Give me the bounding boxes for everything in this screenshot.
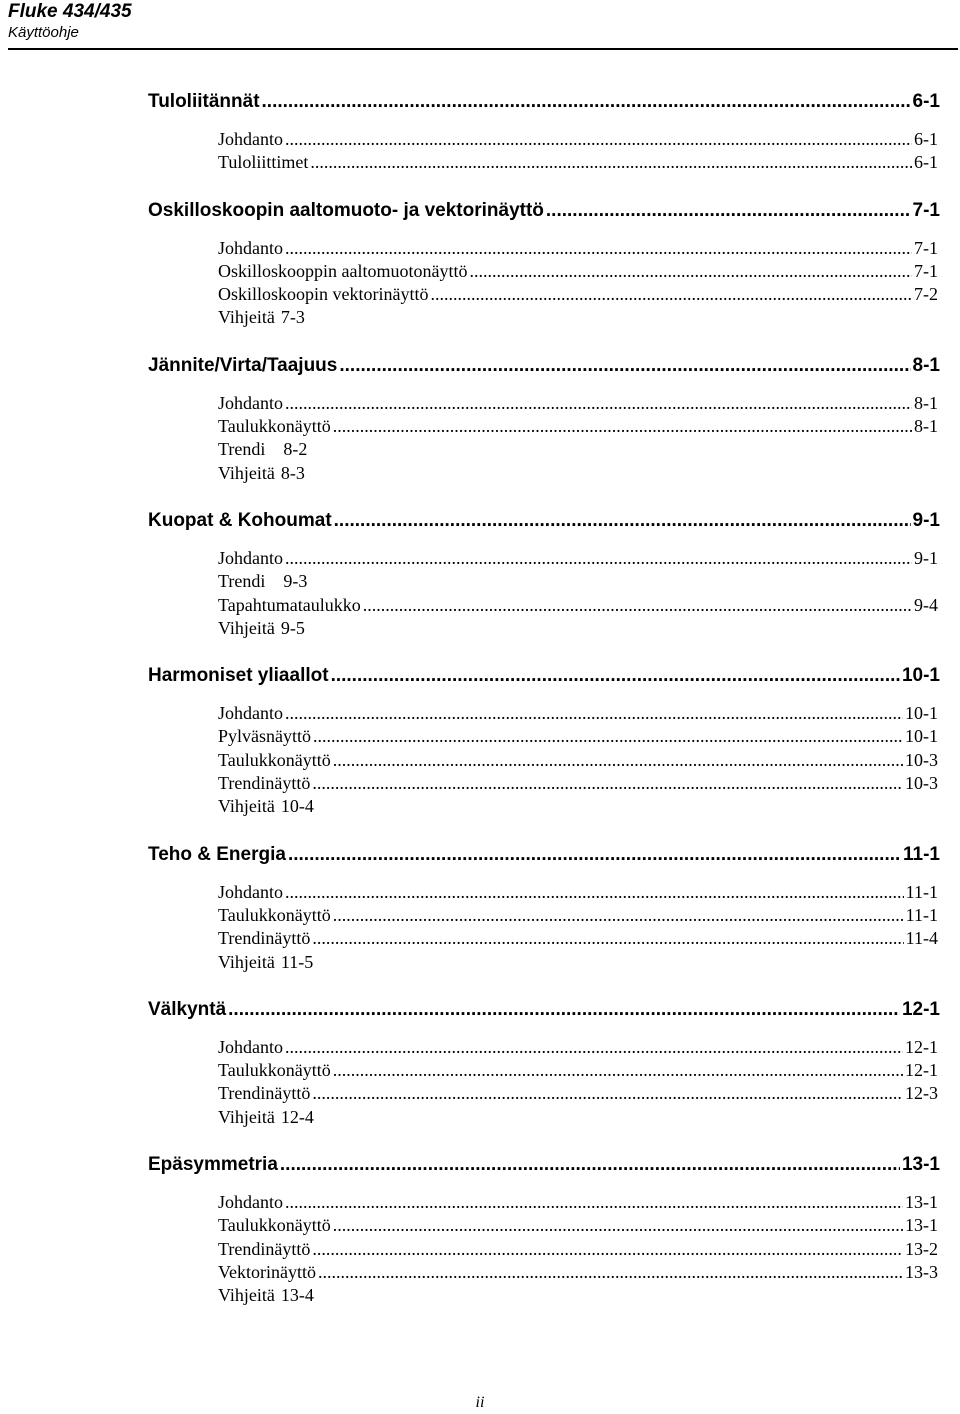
toc-entry-list — [218, 1191, 938, 1307]
entry-page-number: 13-3 — [905, 1261, 938, 1282]
entry-page-number: 6-1 — [914, 152, 938, 173]
toc-chapter-link[interactable] — [148, 90, 940, 114]
dot-leader — [228, 998, 900, 1022]
entry-title: Vihjeitä — [218, 796, 275, 817]
dot-leader — [313, 725, 903, 748]
chapter-page-number: 7-1 — [912, 199, 940, 221]
toc-entry-link[interactable] — [218, 881, 938, 904]
toc-entry-link[interactable] — [218, 1082, 938, 1105]
entry-page-number: 9-1 — [914, 547, 938, 568]
toc-entry-link[interactable] — [218, 547, 938, 570]
dot-leader — [431, 283, 913, 306]
chapter-title: Teho & Energia — [148, 843, 286, 865]
entry-title: Vihjeitä — [218, 307, 275, 328]
dot-leader — [363, 594, 912, 617]
chapter-page-number: 6-1 — [912, 91, 940, 112]
page-number: ii — [475, 1394, 485, 1411]
toc-section — [148, 664, 940, 818]
dot-leader — [333, 1214, 903, 1237]
entry-title: Taulukkonäyttö — [218, 1060, 331, 1081]
toc-chapter-link[interactable] — [148, 998, 940, 1022]
chapter-page-number: 12-1 — [901, 998, 940, 1020]
entry-page-number: 10-1 — [905, 726, 938, 747]
dot-leader — [331, 664, 900, 688]
toc-chapter-link[interactable] — [148, 1153, 940, 1177]
dot-leader — [312, 1082, 903, 1105]
dot-leader — [288, 843, 901, 867]
entry-title: Trendinäyttö — [218, 1238, 311, 1259]
chapter-title: Harmoniset yliaallot — [148, 665, 329, 687]
entry-page-number: 9-5 — [280, 617, 305, 638]
toc-entry-list — [218, 1036, 938, 1129]
toc-section — [148, 354, 940, 485]
entry-page-number: 9-3 — [283, 571, 308, 592]
entry-title: Trendinäyttö — [218, 928, 311, 949]
dot-leader — [280, 1153, 900, 1177]
dot-leader — [285, 1036, 903, 1059]
entry-title: Johdanto — [218, 547, 283, 568]
entry-title: Vektorinäyttö — [218, 1261, 316, 1282]
entry-page-number: 8-1 — [914, 416, 938, 437]
toc-entry-link[interactable] — [218, 1106, 938, 1129]
entry-title: Johdanto — [218, 703, 283, 724]
entry-title: Taulukkonäyttö — [218, 416, 331, 437]
toc-entry-link[interactable] — [218, 594, 938, 617]
dot-leader — [470, 260, 913, 283]
toc-entry-link[interactable] — [218, 128, 938, 151]
chapter-page-number: 11-1 — [903, 843, 940, 865]
entry-page-number: 8-2 — [283, 439, 308, 460]
chapter-title: Oskilloskoopin aaltomuoto- ja vektorinäyttö — [148, 199, 544, 221]
toc-section — [148, 509, 940, 640]
dot-leader — [285, 881, 904, 904]
chapter-title: Kuopat & Kohoumat — [148, 509, 332, 531]
dot-leader — [334, 509, 911, 533]
toc-section — [148, 1153, 940, 1307]
entry-page-number: 6-1 — [914, 129, 938, 149]
entry-page-number: 10-3 — [905, 773, 938, 794]
entry-title: Johdanto — [218, 129, 283, 149]
entry-page-number: 13-2 — [905, 1238, 938, 1259]
table-of-contents — [148, 90, 940, 1332]
toc-entry-list — [218, 128, 938, 175]
entry-page-number: 12-3 — [905, 1083, 938, 1104]
toc-entry-link[interactable] — [218, 260, 938, 283]
dot-leader — [285, 547, 912, 570]
entry-page-number: 13-1 — [905, 1215, 938, 1236]
toc-entry-link[interactable] — [218, 1214, 938, 1237]
entry-page-number: 11-1 — [905, 881, 938, 902]
entry-title: Vihjeitä — [218, 951, 275, 972]
chapter-title: Jännite/Virta/Taajuus — [148, 354, 338, 376]
toc-section — [148, 843, 940, 974]
toc-entry-link[interactable] — [218, 795, 938, 818]
toc-chapter-link[interactable] — [148, 354, 940, 378]
toc-entry-link[interactable] — [218, 772, 938, 795]
entry-page-number: 7-3 — [280, 307, 305, 328]
entry-title: Trendi — [218, 571, 266, 592]
entry-page-number: 8-1 — [914, 392, 938, 413]
entry-title: Vihjeitä — [218, 617, 275, 638]
chapter-page-number: 8-1 — [912, 354, 940, 376]
entry-page-number: 11-5 — [280, 951, 314, 972]
entry-title: Oskilloskoopin vektorinäyttö — [218, 284, 429, 305]
dot-leader — [546, 199, 911, 223]
entry-page-number: 7-1 — [914, 260, 938, 281]
toc-entry-link[interactable] — [218, 283, 938, 306]
dot-leader — [318, 1261, 903, 1284]
dot-leader — [285, 392, 912, 415]
entry-page-number: 11-1 — [905, 904, 938, 925]
entry-title: Vihjeitä — [218, 1106, 275, 1127]
toc-entry-link[interactable] — [218, 237, 938, 260]
dot-leader — [333, 415, 912, 438]
dot-leader — [312, 1238, 903, 1261]
document-title: Fluke 434/435 — [8, 1, 132, 22]
chapter-title: Välkyntä — [148, 998, 227, 1020]
dot-leader — [333, 749, 903, 772]
dot-leader — [262, 90, 911, 114]
entry-page-number: 7-1 — [914, 237, 938, 258]
entry-page-number: 8-3 — [280, 462, 305, 483]
toc-entry-link[interactable] — [218, 725, 938, 748]
toc-entry-list — [218, 702, 938, 818]
toc-chapter-link[interactable] — [148, 664, 940, 688]
toc-entry-link[interactable] — [218, 927, 938, 950]
entry-title: Tuloliittimet — [218, 152, 309, 173]
entry-page-number: 12-1 — [905, 1060, 938, 1081]
dot-leader — [312, 927, 903, 950]
toc-entry-link[interactable] — [218, 306, 938, 329]
toc-entry-link[interactable] — [218, 702, 938, 725]
entry-title: Tapahtumataulukko — [218, 594, 361, 615]
dot-leader — [285, 1191, 903, 1214]
entry-title: Johdanto — [218, 1036, 283, 1057]
chapter-page-number: 13-1 — [901, 1154, 940, 1176]
chapter-title: Epäsymmetria — [148, 1154, 278, 1176]
toc-entry-link[interactable] — [218, 1036, 938, 1059]
toc-chapter-link[interactable] — [148, 199, 940, 223]
entry-page-number: 10-4 — [280, 796, 314, 817]
entry-title: Trendinäyttö — [218, 1083, 311, 1104]
entry-page-number: 13-4 — [280, 1285, 314, 1306]
toc-entry-link[interactable] — [218, 392, 938, 415]
entry-title: Trendi — [218, 439, 266, 460]
chapter-title: Tuloliitännät — [148, 91, 260, 112]
entry-title: Pylväsnäyttö — [218, 726, 311, 747]
entry-title: Taulukkonäyttö — [218, 749, 331, 770]
entry-page-number: 12-1 — [905, 1036, 938, 1057]
entry-title: Vihjeitä — [218, 1285, 275, 1306]
entry-page-number: 11-4 — [905, 928, 938, 949]
dot-leader — [339, 354, 910, 378]
dot-leader — [310, 151, 912, 174]
entry-title: Trendinäyttö — [218, 773, 311, 794]
toc-entry-link[interactable] — [218, 904, 938, 927]
dot-leader — [333, 904, 904, 927]
dot-leader — [333, 1059, 903, 1082]
chapter-page-number: 10-1 — [901, 665, 940, 687]
entry-title: Oskilloskooppin aaltomuotonäyttö — [218, 260, 468, 281]
toc-entry-link[interactable] — [218, 462, 938, 485]
toc-entry-link[interactable] — [218, 1284, 938, 1307]
toc-entry-link[interactable] — [218, 415, 938, 438]
toc-entry-link[interactable] — [218, 749, 938, 772]
entry-title: Johdanto — [218, 881, 283, 902]
entry-page-number: 13-1 — [905, 1192, 938, 1213]
toc-entry-link[interactable] — [218, 1261, 938, 1284]
entry-title: Vihjeitä — [218, 462, 275, 483]
toc-entry-link[interactable] — [218, 151, 938, 174]
entry-page-number: 9-4 — [914, 594, 938, 615]
entry-title: Taulukkonäyttö — [218, 1215, 331, 1236]
toc-section — [148, 998, 940, 1129]
entry-title: Taulukkonäyttö — [218, 904, 331, 925]
entry-page-number: 12-4 — [280, 1106, 314, 1127]
entry-title: Johdanto — [218, 392, 283, 413]
dot-leader — [285, 702, 903, 725]
entry-title: Johdanto — [218, 1192, 283, 1213]
toc-chapter-link[interactable] — [148, 509, 940, 533]
toc-entry-list — [218, 881, 938, 974]
chapter-page-number: 9-1 — [912, 509, 940, 531]
dot-leader — [312, 772, 903, 795]
entry-page-number: 10-3 — [905, 749, 938, 770]
toc-entry-link[interactable] — [218, 1059, 938, 1082]
toc-chapter-link[interactable] — [148, 843, 940, 867]
toc-entry-link[interactable] — [218, 570, 938, 593]
dot-leader — [285, 237, 912, 260]
document-subtitle: Käyttöohje — [8, 24, 79, 41]
toc-entry-list — [218, 547, 938, 640]
toc-section — [148, 199, 940, 330]
entry-page-number: 7-2 — [914, 284, 938, 305]
toc-entry-link[interactable] — [218, 438, 938, 461]
toc-section — [148, 90, 940, 175]
dot-leader — [285, 128, 912, 151]
header-divider — [8, 48, 958, 50]
toc-entry-link[interactable] — [218, 951, 938, 974]
entry-title: Johdanto — [218, 237, 283, 258]
toc-entry-link[interactable] — [218, 617, 938, 640]
toc-entry-link[interactable] — [218, 1238, 938, 1261]
toc-entry-list — [218, 237, 938, 330]
entry-page-number: 10-1 — [905, 703, 938, 724]
toc-entry-list — [218, 392, 938, 485]
toc-entry-link[interactable] — [218, 1191, 938, 1214]
